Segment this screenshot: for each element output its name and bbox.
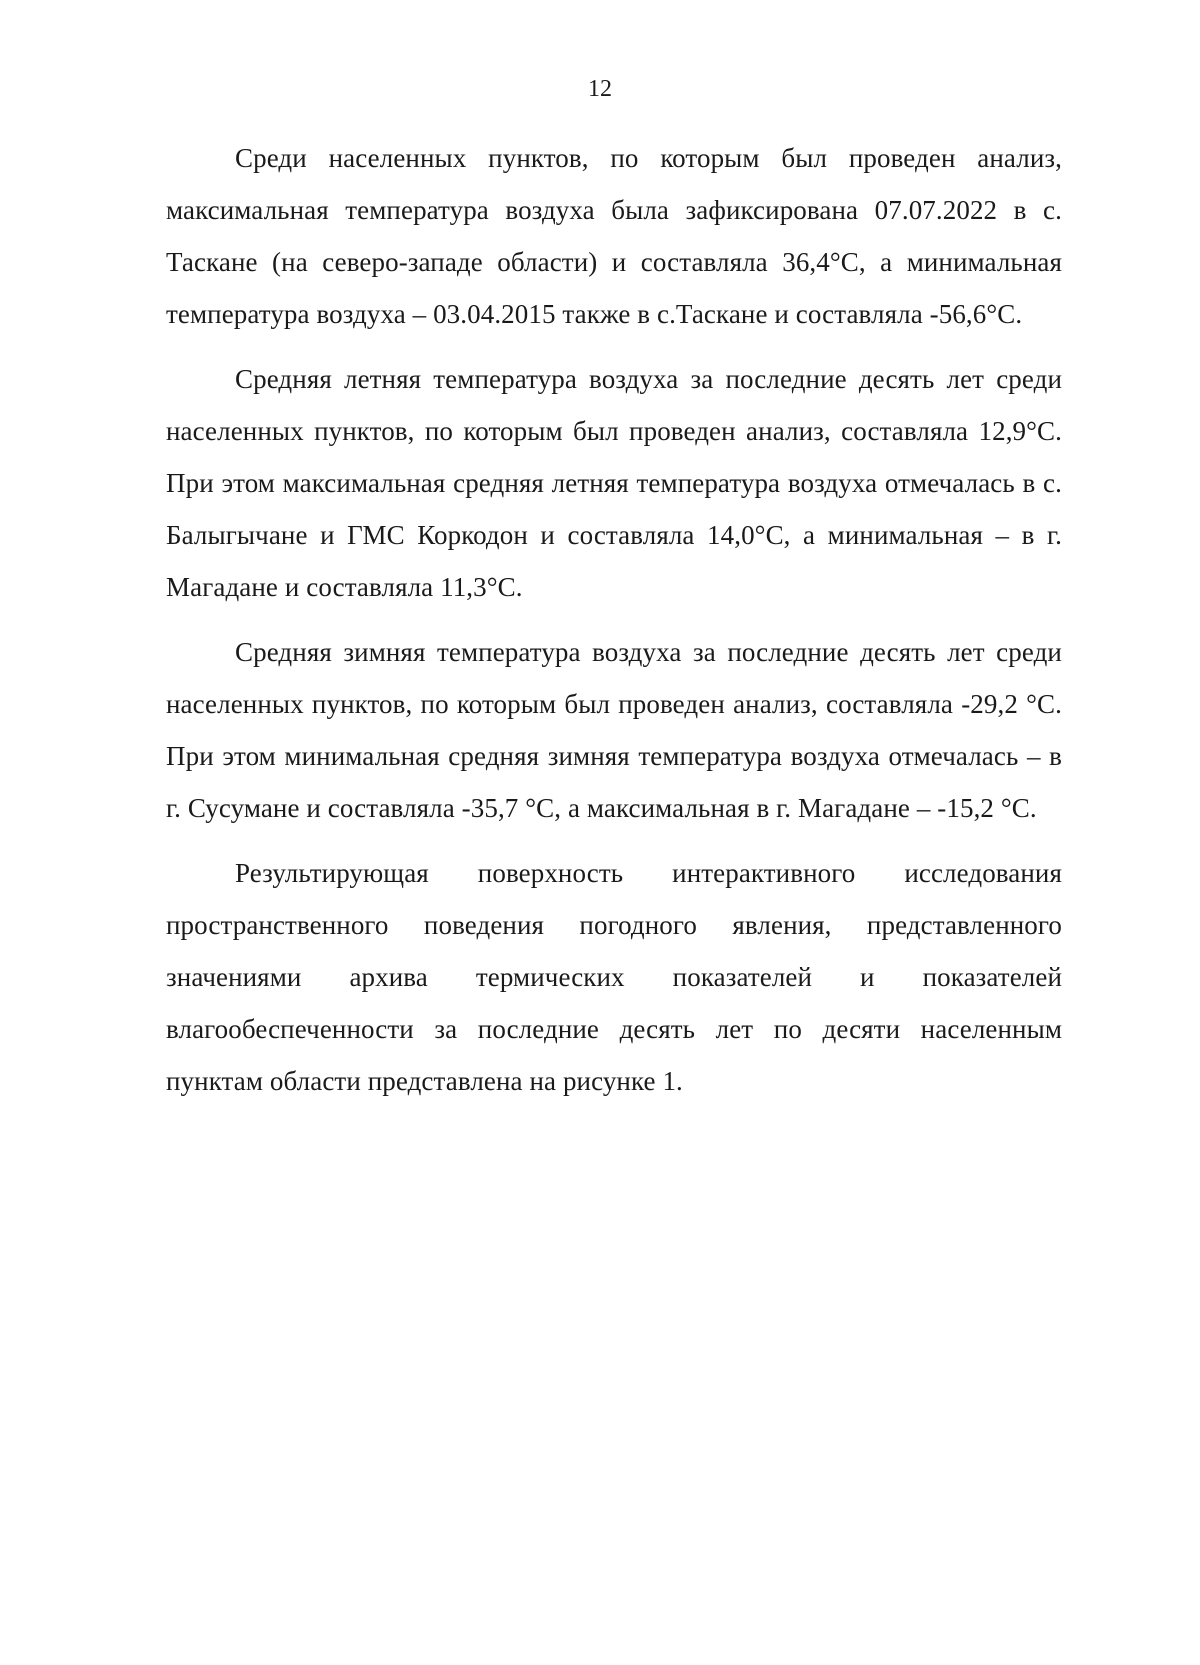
- paragraph-extreme-temperatures: Среди населенных пунктов, по которым был проведен анализ, максимальная температура воздуха была зафиксирована 07.07.2022 в с. Таскане (на северо-западе области) и составляла 36,4°С, а минимальная температура воздуха – 03.04.2015 также в с.Таскане и составляла -56,6°С.: [166, 143, 1062, 329]
- page-number: 12: [588, 76, 612, 102]
- body-text: [166, 132, 1062, 1107]
- paragraph-summer-temperature: Средняя летняя температура воздуха за последние десять лет среди населенных пунктов, по которым был проведен анализ, составляла 12,9°С. При этом максимальная средняя летняя температура воздуха отмечалась в с. Балыгычане и ГМС Коркодон и составляла 14,0°С, а минимальная – в г. Магадане и составляла 11,3°С.: [166, 364, 1062, 602]
- paragraph-surface-figure-reference: Результирующая поверхность интерактивного исследования пространственного поведения погодного явления, представленного значениями архива термических показателей и показателей влагообеспеченности за последние десять лет по десяти населенным пунктам области представлена на рисунке 1.: [166, 858, 1062, 1096]
- paragraph-winter-temperature: Средняя зимняя температура воздуха за последние десять лет среди населенных пунктов, по которым был проведен анализ, составляла -29,2 °С. При этом минимальная средняя зимняя температура воздуха отмечалась – в г. Сусумане и составляла -35,7 °С, а максимальная в г. Магадане – -15,2 °С.: [166, 637, 1062, 823]
